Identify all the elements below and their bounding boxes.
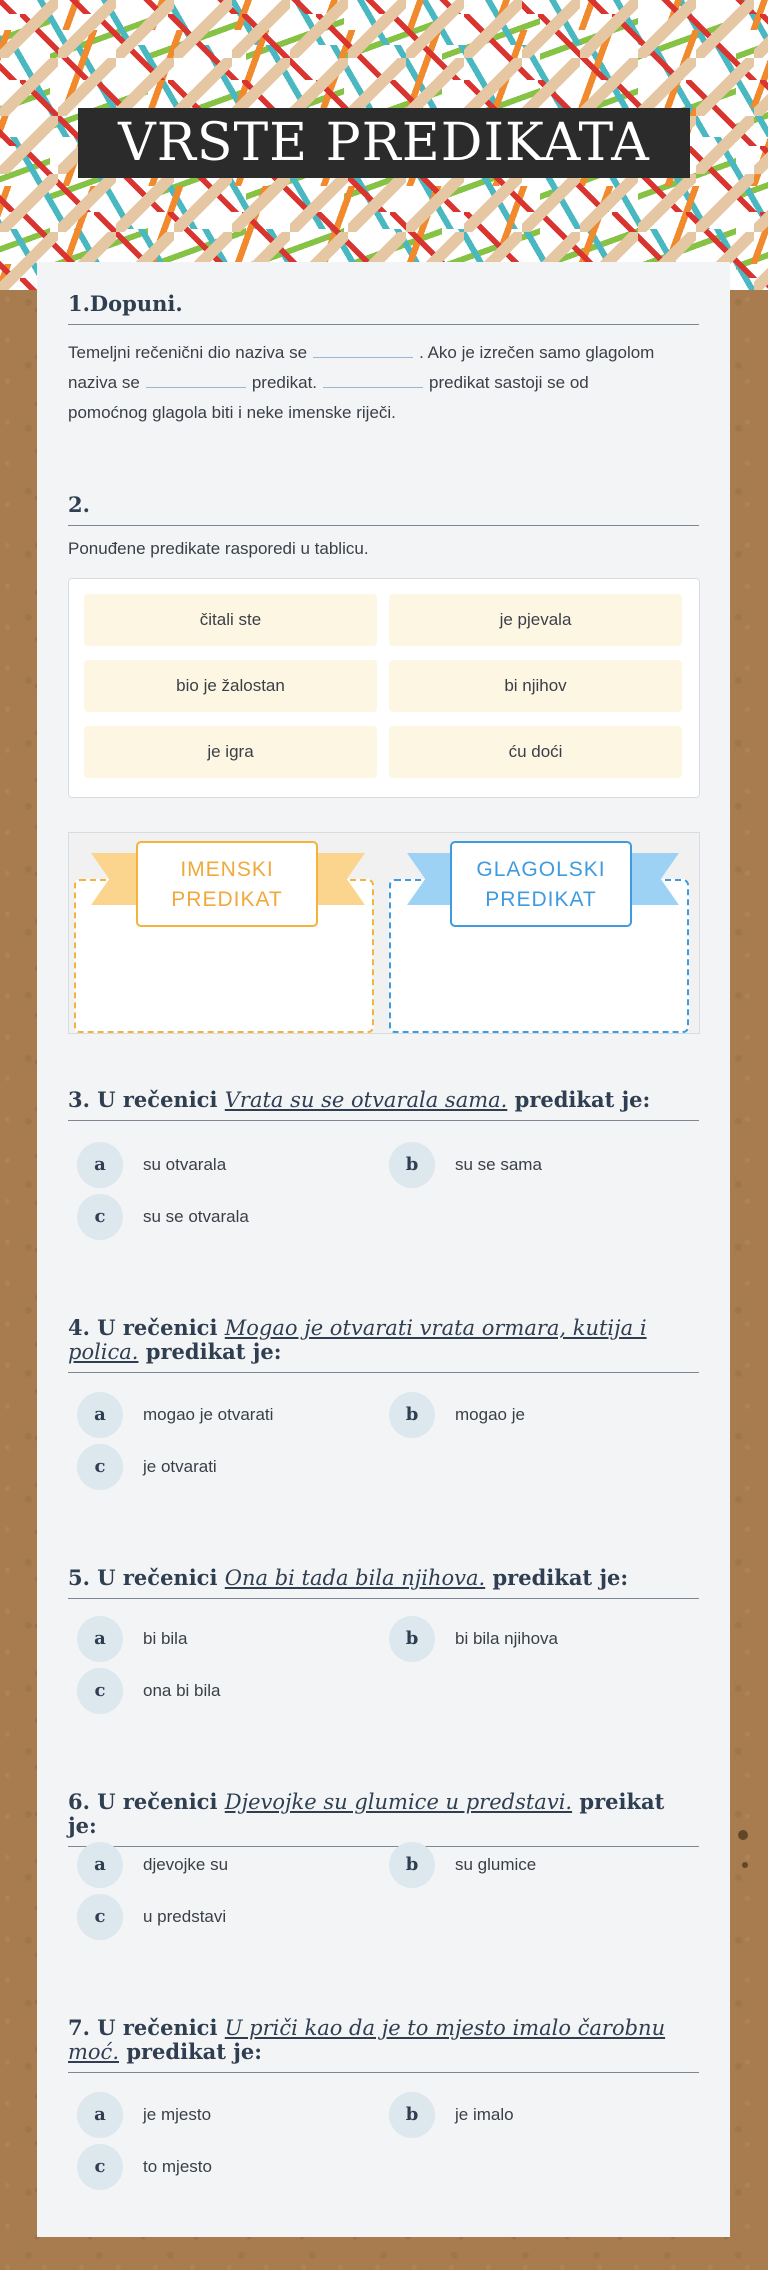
q3-title: 3. U rečenici Vrata su se otvarala sama. predikat je: xyxy=(68,1088,699,1121)
option-letter-badge: c xyxy=(77,2144,123,2190)
q7-title: 7. U rečenici U priči kao da je to mjesto imalo čarobnu moć. predikat je: xyxy=(68,2016,699,2073)
option-label: bi bila njihova xyxy=(455,1629,559,1648)
option-letter-badge: b xyxy=(389,2092,435,2138)
option-label: to mjesto xyxy=(143,2157,212,2176)
page-title: VRSTE PREDIKATA xyxy=(78,108,690,178)
glagolski-predikat-label: GLAGOLSKI PREDIKAT xyxy=(450,841,632,927)
q3-option-c[interactable] xyxy=(77,1194,357,1242)
option-label: su glumice xyxy=(455,1855,537,1874)
q6-option-b[interactable] xyxy=(389,1842,669,1890)
q3-option-b[interactable] xyxy=(389,1142,669,1190)
q1-blank-2[interactable] xyxy=(146,369,246,388)
option-label: mogao je xyxy=(455,1405,525,1424)
q5-option-b[interactable] xyxy=(389,1616,669,1664)
option-label: je mjesto xyxy=(143,2105,212,2124)
sorting-table xyxy=(68,832,700,1034)
q1-text: Temeljni rečenični dio naziva se . Ako je izrečen samo glagolom naziva se predikat. predikat sastoji se od pomoćnog glagola biti i neke imenske riječi. xyxy=(68,338,699,428)
drag-chip[interactable]: bio je žalostan xyxy=(84,660,377,712)
q6-option-c[interactable] xyxy=(77,1894,357,1942)
option-label: je imalo xyxy=(455,2105,514,2124)
option-letter-badge: a xyxy=(77,1616,123,1662)
option-label: djevojke su xyxy=(143,1855,229,1874)
drag-chip[interactable]: ću doći xyxy=(389,726,682,778)
q3-option-a[interactable] xyxy=(77,1142,357,1190)
coffee-stain-decoration xyxy=(738,1830,748,1840)
option-letter-badge: c xyxy=(77,1194,123,1240)
q7-option-c[interactable] xyxy=(77,2144,357,2192)
q7-option-b[interactable] xyxy=(389,2092,669,2140)
option-label: u predstavi xyxy=(143,1907,227,1926)
q1-title: 1.Dopuni. xyxy=(68,292,699,325)
q4-title: 4. U rečenici Mogao je otvarati vrata ormara, kutija i polica. predikat je: xyxy=(68,1316,699,1373)
q7-option-a[interactable] xyxy=(77,2092,357,2140)
option-letter-badge: a xyxy=(77,1842,123,1888)
option-letter-badge: b xyxy=(389,1842,435,1888)
option-label: bi bila xyxy=(143,1629,188,1648)
q2-title: 2. xyxy=(68,493,699,526)
worksheet-card xyxy=(37,262,730,2237)
option-label: ona bi bila xyxy=(143,1681,221,1700)
option-letter-badge: c xyxy=(77,1894,123,1940)
q2-instruction: Ponuđene predikate rasporedi u tablicu. xyxy=(68,539,369,558)
drag-chip[interactable]: bi njihov xyxy=(389,660,682,712)
option-letter-badge: a xyxy=(77,2092,123,2138)
q4-option-a[interactable] xyxy=(77,1392,357,1440)
chip-pool xyxy=(68,578,700,798)
q4-option-c[interactable] xyxy=(77,1444,357,1492)
q1-blank-3[interactable] xyxy=(323,369,423,388)
drag-chip[interactable]: čitali ste xyxy=(84,594,377,646)
imenski-predikat-label: IMENSKI PREDIKAT xyxy=(136,841,318,927)
option-letter-badge: b xyxy=(389,1142,435,1188)
option-label: su otvarala xyxy=(143,1155,227,1174)
option-label: je otvarati xyxy=(143,1457,217,1476)
option-letter-badge: a xyxy=(77,1392,123,1438)
q4-option-b[interactable] xyxy=(389,1392,669,1440)
q6-option-a[interactable] xyxy=(77,1842,357,1890)
option-letter-badge: c xyxy=(77,1444,123,1490)
q5-option-c[interactable] xyxy=(77,1668,357,1716)
option-label: mogao je otvarati xyxy=(143,1405,274,1424)
option-letter-badge: b xyxy=(389,1616,435,1662)
q1-blank-1[interactable] xyxy=(313,339,413,358)
option-letter-badge: a xyxy=(77,1142,123,1188)
option-letter-badge: b xyxy=(389,1392,435,1438)
q6-title: 6. U rečenici Djevojke su glumice u predstavi. preikat je: xyxy=(68,1790,699,1847)
drag-chip[interactable]: je pjevala xyxy=(389,594,682,646)
q5-option-a[interactable] xyxy=(77,1616,357,1664)
drag-chip[interactable]: je igra xyxy=(84,726,377,778)
q5-title: 5. U rečenici Ona bi tada bila njihova. predikat je: xyxy=(68,1566,699,1599)
option-letter-badge: c xyxy=(77,1668,123,1714)
option-label: su se otvarala xyxy=(143,1207,249,1226)
option-label: su se sama xyxy=(455,1155,542,1174)
coffee-stain-decoration xyxy=(742,1862,748,1868)
